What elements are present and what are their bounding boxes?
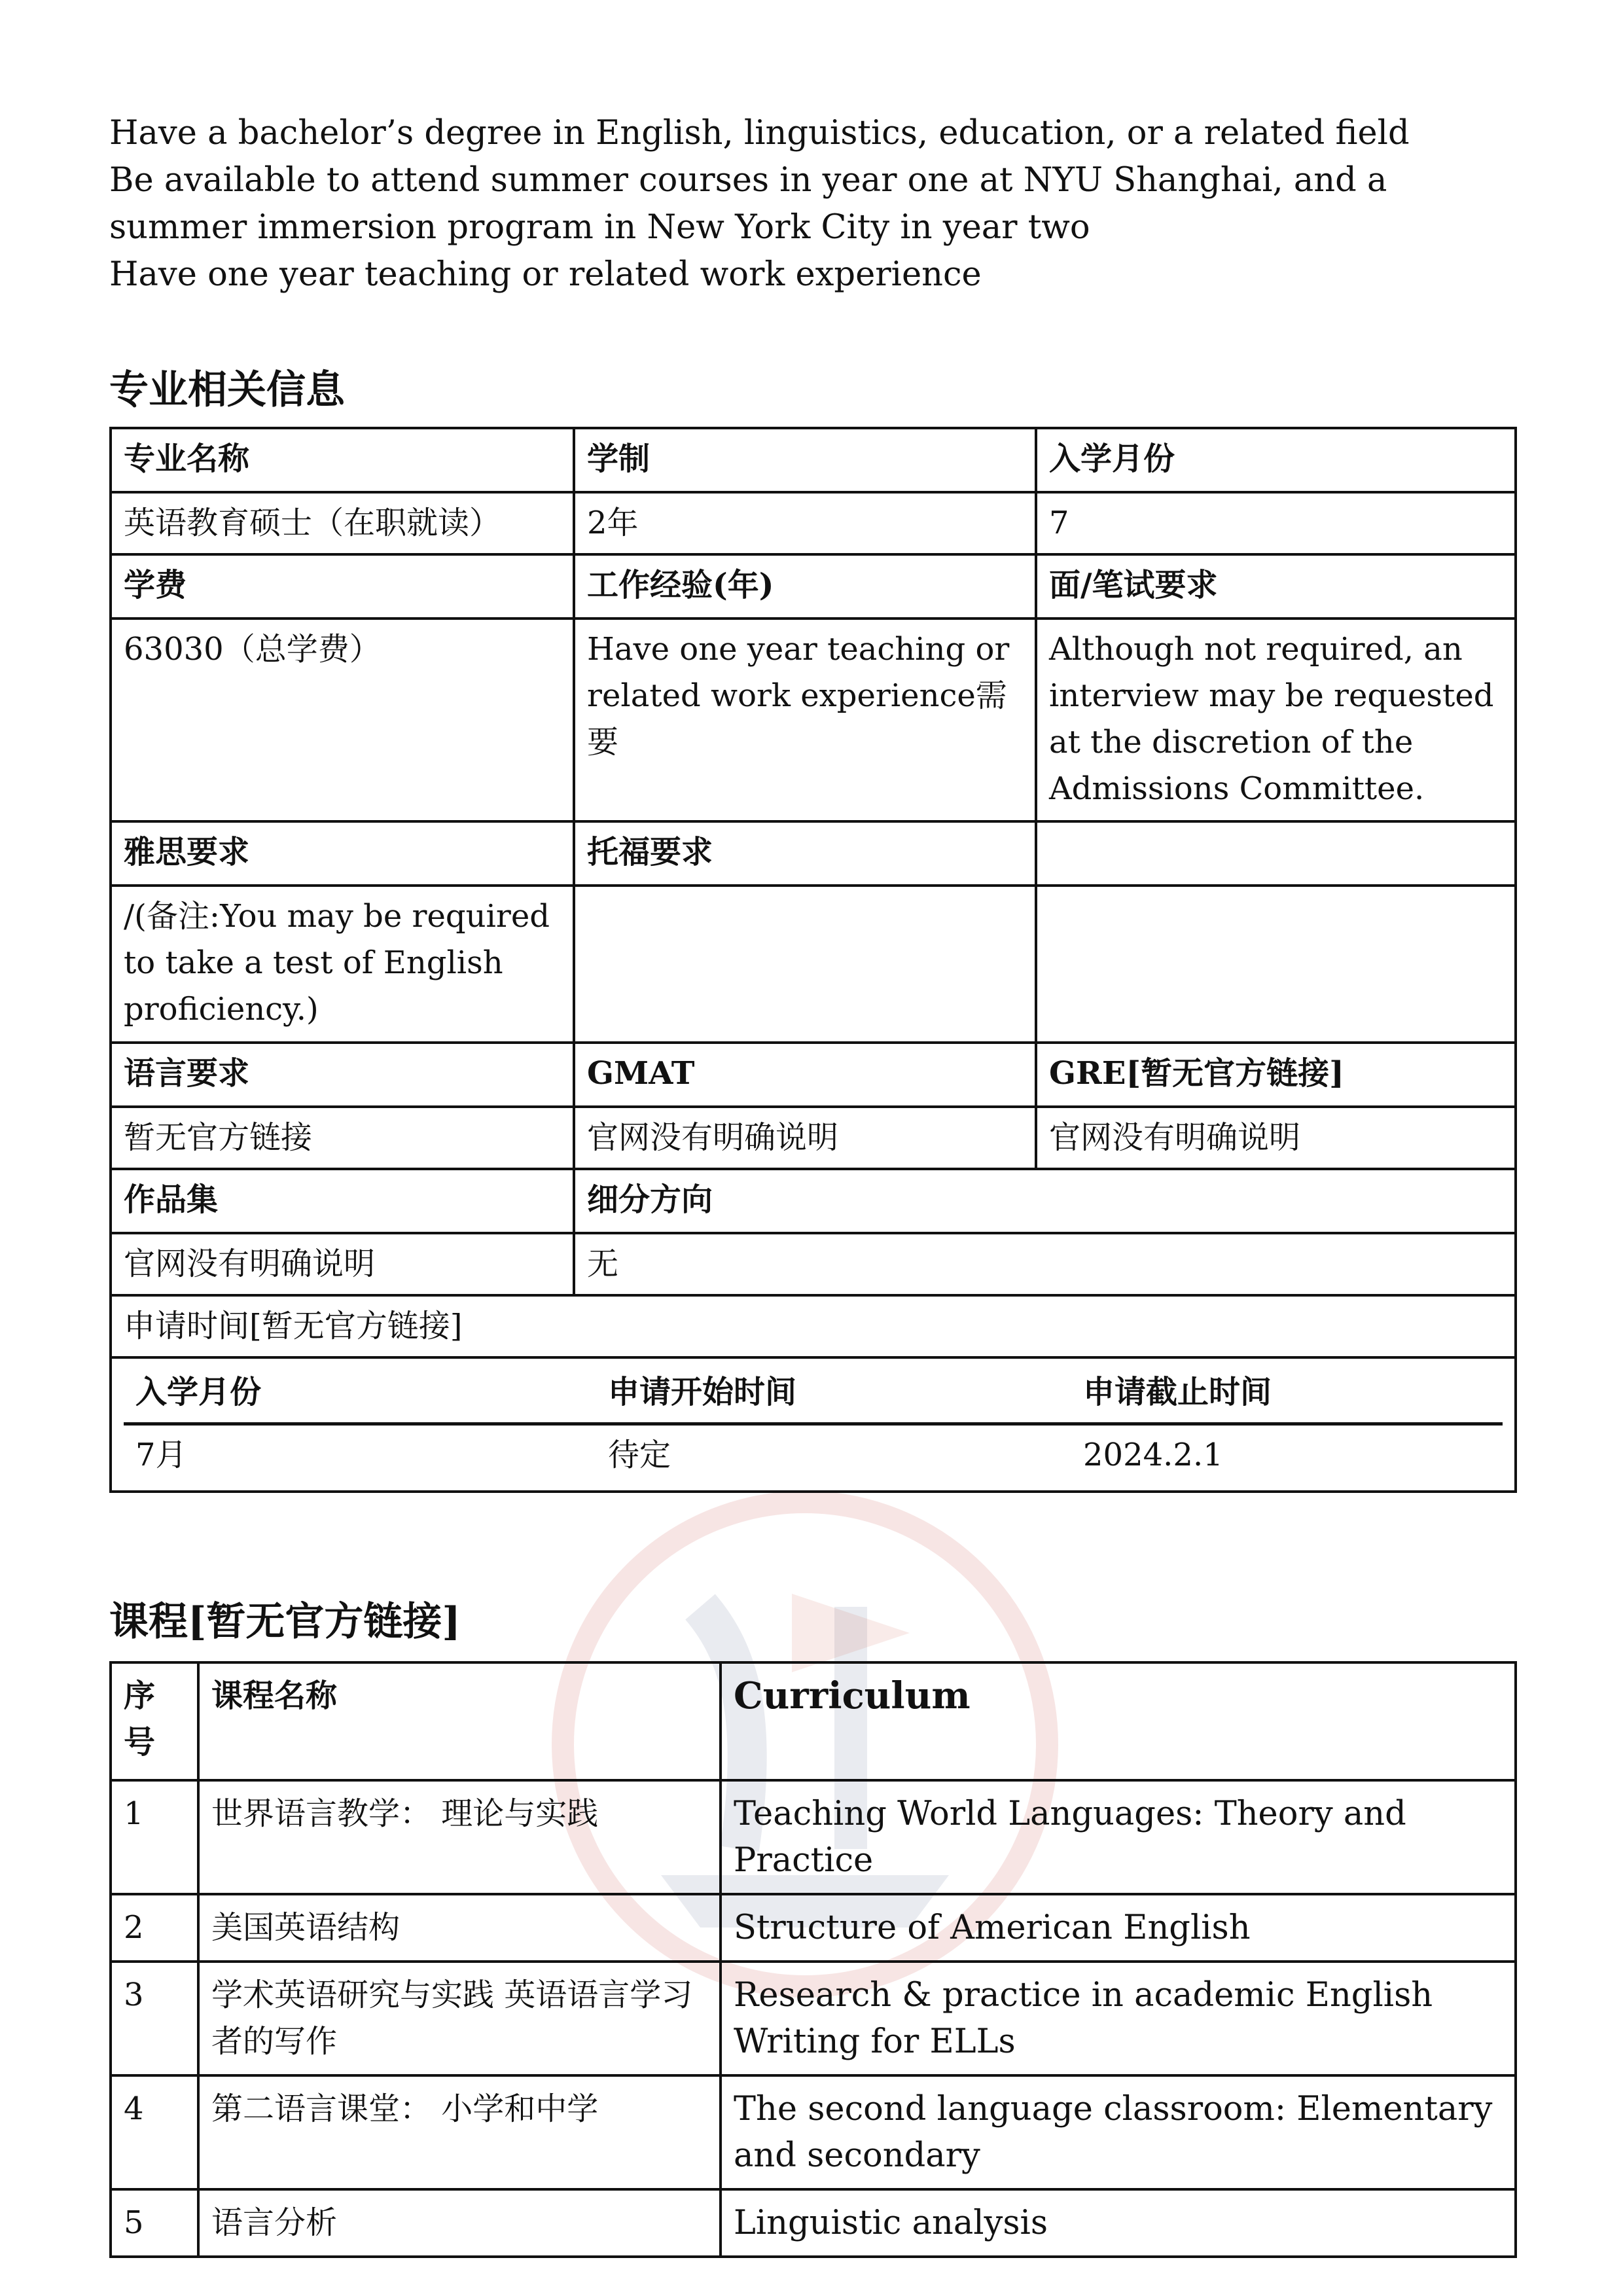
course-name-en: Research & practice in academic English Writing for ELLs [721,1962,1516,2075]
value-gre: 官网没有明确说明 [1036,1107,1516,1169]
value-gmat: 官网没有明确说明 [574,1107,1036,1169]
course-no: 1 [111,1780,198,1894]
header-work-experience: 工作经验(年) [574,554,1036,619]
header-language: 语言要求 [111,1043,574,1107]
header-duration: 学制 [574,428,1036,492]
course-no: 4 [111,2075,198,2189]
header-tuition: 学费 [111,554,574,619]
course-name-cn: 第二语言课堂： 小学和中学 [198,2075,721,2189]
value-work-experience: Have one year teaching or related work experience需要 [574,619,1036,821]
app-header-start: 申请开始时间 [596,1363,1071,1424]
course-header-no: 序号 [111,1662,198,1780]
header-direction: 细分方向 [574,1169,1516,1233]
course-name-en: Teaching World Languages: Theory and Practice [721,1780,1516,1894]
program-info-table [109,427,1517,1493]
header-toefl: 托福要求 [574,821,1036,886]
header-ielts: 雅思要求 [111,821,574,886]
course-name-cn: 学术英语研究与实践 英语语言学习者的写作 [198,1962,721,2075]
empty-cell [1036,821,1516,886]
header-interview: 面/笔试要求 [1036,554,1516,619]
value-duration: 2年 [574,492,1036,554]
course-section-title: 课程[暂无官方链接] [109,1599,461,1645]
header-intake-month: 入学月份 [1036,428,1516,492]
value-toefl [574,886,1036,1043]
requirement-item: Be available to attend summer courses in year one at NYU Shanghai, and a summer immersion program in New York City in year two [109,161,1387,247]
requirement-item: Have a bachelor’s degree in English, linguistics, education, or a related field [109,114,1410,152]
app-value-intake: 7月 [135,1437,187,1473]
value-direction: 无 [574,1233,1516,1295]
app-header-intake: 入学月份 [124,1363,596,1424]
value-portfolio: 官网没有明确说明 [111,1233,574,1295]
header-program-name: 专业名称 [111,428,574,492]
program-info-title: 专业相关信息 [109,367,345,413]
course-table [109,1661,1517,2258]
course-no: 5 [111,2189,198,2257]
app-value-deadline: 2024.2.1 [1083,1437,1223,1473]
application-time-table [124,1363,1503,1485]
course-no: 3 [111,1962,198,2075]
course-name-cn: 世界语言教学： 理论与实践 [198,1780,721,1894]
value-ielts: /(备注:You may be required to take a test of English proficiency.) [111,886,574,1043]
value-program-name: 英语教育硕士（在职就读） [111,492,574,554]
value-interview: Although not required, an interview may be requested at the discretion of the Admissions Committee. [1036,619,1516,821]
course-no: 2 [111,1894,198,1962]
value-tuition: 63030（总学费） [111,619,574,821]
requirement-item: Have one year teaching or related work experience [109,255,982,294]
value-language: 暂无官方链接 [111,1107,574,1169]
course-name-en: Linguistic analysis [721,2189,1516,2257]
application-time-cell [111,1357,1516,1492]
course-header-curriculum: Curriculum [721,1662,1516,1780]
course-header-name: 课程名称 [198,1662,721,1780]
value-intake-month: 7 [1036,492,1516,554]
requirements-list [109,110,1510,298]
course-name-cn: 语言分析 [198,2189,721,2257]
header-portfolio: 作品集 [111,1169,574,1233]
application-time-label: 申请时间[暂无官方链接] [111,1295,1516,1357]
course-name-en: The second language classroom: Elementary and secondary [721,2075,1516,2189]
header-gre: GRE[暂无官方链接] [1036,1043,1516,1107]
app-header-deadline: 申请截止时间 [1071,1363,1503,1424]
course-name-en: Structure of American English [721,1894,1516,1962]
course-name-cn: 美国英语结构 [198,1894,721,1962]
app-value-start: 待定 [608,1437,671,1473]
empty-cell [1036,886,1516,1043]
header-gmat: GMAT [574,1043,1036,1107]
